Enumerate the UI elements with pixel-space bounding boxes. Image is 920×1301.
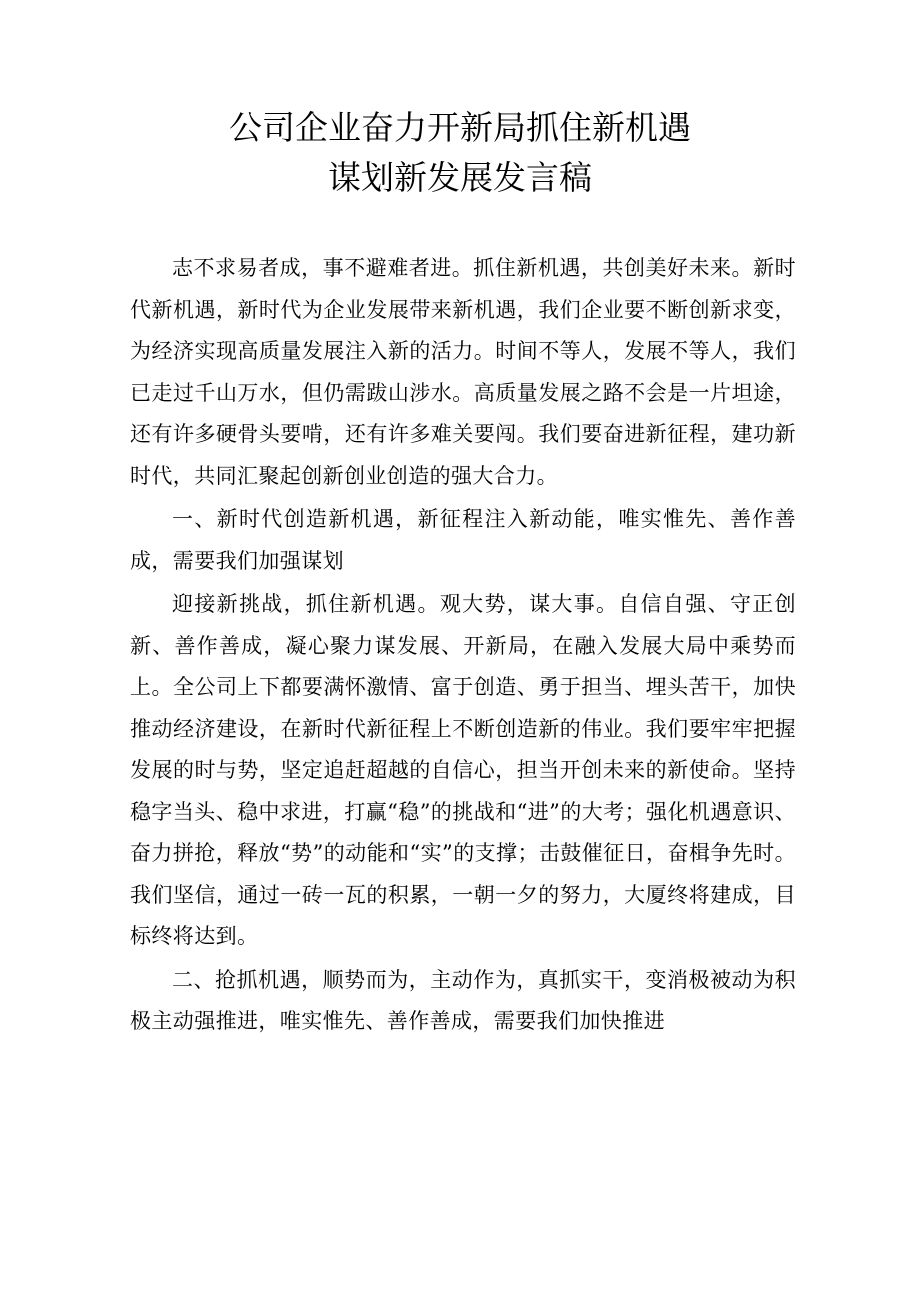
paragraph-section-2-heading: 二、抢抓机遇，顺势而为，主动作为，真抓实干，变消极被动为积极主动强推进，唯实惟先、善作善成，需要我们加快推进 <box>130 967 796 1033</box>
paragraph-section-1-body: 迎接新挑战，抓住新机遇。观大势，谋大事。自信自强、守正创新、善作善成，凝心聚力谋发展、开新局，在融入发展大局中乘势而上。全公司上下都要满怀激情、富于创造、勇于担当、埋头苦干，加快推动经济建设，在新时代新征程上不断创造新的伟业。我们要牢牢把握发展的时与势，坚定追赶超越的自信心，担当开创未来的新使命。坚持稳字当头、稳中求进，打赢“稳”的挑战和“进”的大考；强化机遇意识、奋力拼抢，释放“势”的动能和“实”的支撑；击鼓催征日，奋楫争先时。我们坚信，通过一砖一瓦的积累，一朝一夕的努力，大厦终将建成，目标终将达到。 <box>130 592 796 948</box>
document-title-line-1: 公司企业奋力开新局抓住新机遇 <box>229 108 691 147</box>
paragraph-intro: 志不求易者成，事不避难者进。抓住新机遇，共创美好未来。新时代新机遇，新时代为企业发展带来新机遇，我们企业要不断创新求变，为经济实现高质量发展注入新的活力。时间不等人，发展不等人，我们已走过千山万水，但仍需跋山涉水。高质量发展之路不会是一片坦途，还有许多硬骨头要啃，还有许多难关要闯。我们要奋进新征程，建功新时代，共同汇聚起创新创业创造的强大合力。 <box>130 256 796 488</box>
paragraph-section-1-heading: 一、新时代创造新机遇，新征程注入新动能，唯实惟先、善作善成，需要我们加强谋划 <box>130 507 796 573</box>
document-title-line-2: 谋划新发展发言稿 <box>328 158 592 197</box>
document-body <box>130 248 796 1045</box>
